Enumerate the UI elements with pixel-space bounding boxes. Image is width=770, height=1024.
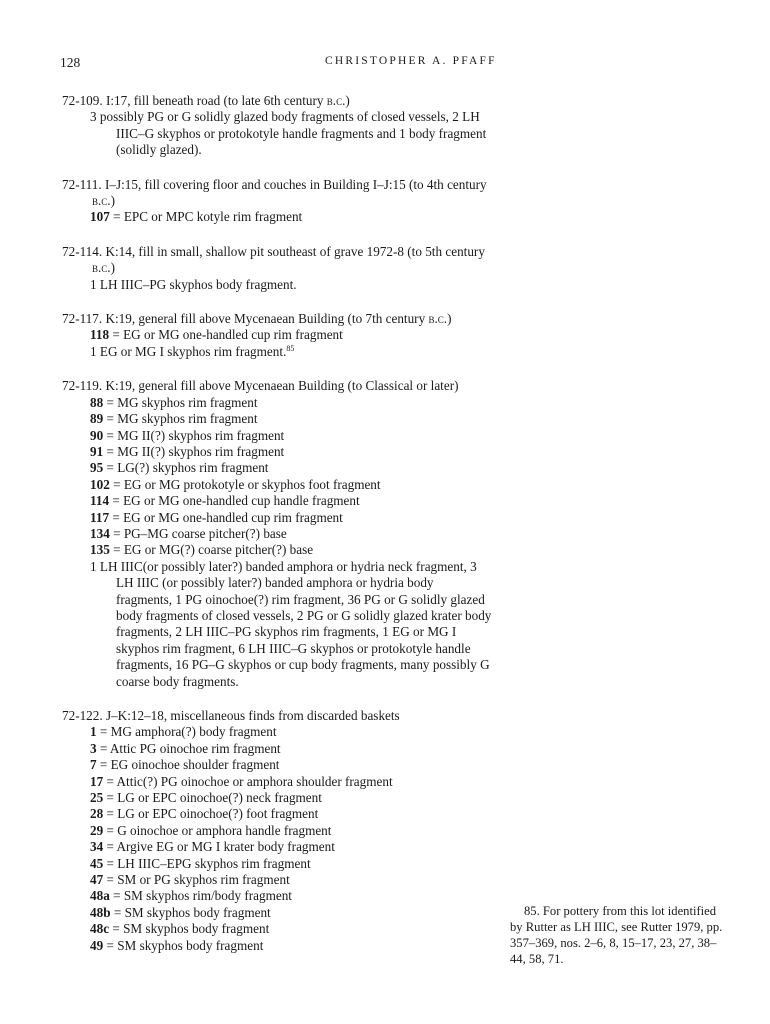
- catalogue-number: 17: [90, 773, 104, 789]
- find-item: 1 LH IIIC(or possibly later?) banded amphora or hydria neck fragment, 3 LH IIIC (or possibly later?) banded amphora or hydria body fragments, 1 PG oinochoe(?) rim fragment, 36 PG or G solidly glazed body fragments of closed vessels, 2 PG or G solidly glazed krater body fragments, 2 LH IIIC–PG skyphos rim fragments, 1 EG or MG I skyphos rim fragment, 6 LH IIIC–G skyphos or protokotyle handle fragments, 16 PG–G skyphos or cup body fragments, many possibly G coarse body fragments.: [90, 558, 492, 689]
- lot-entry: [62, 93, 492, 159]
- find-item: 1 = MG amphora(?) body fragment: [90, 724, 277, 740]
- catalogue-text: [62, 93, 492, 972]
- catalogue-number: 91: [90, 443, 104, 459]
- catalogue-number: 135: [90, 542, 110, 558]
- find-item: 135 = EG or MG(?) coarse pitcher(?) base: [90, 542, 314, 558]
- find-item: 117 = EG or MG one-handled cup rim fragment: [90, 509, 343, 525]
- find-item: 34 = Argive EG or MG I krater body fragment: [90, 839, 335, 855]
- lot-heading: 72-119. K:19, general fill above Mycenaean Building (to Classical or later): [62, 378, 459, 394]
- catalogue-number: 34: [90, 839, 104, 855]
- lot-entry: [62, 378, 492, 690]
- find-item: 7 = EG oinochoe shoulder fragment: [90, 757, 280, 773]
- find-item: 17 = Attic(?) PG oinochoe or amphora shoulder fragment: [90, 773, 393, 789]
- find-item: 29 = G oinochoe or amphora handle fragment: [90, 822, 332, 838]
- find-item: 91 = MG II(?) skyphos rim fragment: [90, 443, 285, 459]
- running-head: CHRISTOPHER A. PFAFF: [325, 55, 497, 67]
- catalogue-number: 25: [90, 790, 104, 806]
- lot-heading: 72-109. I:17, fill beneath road (to late 6th century b.c.): [62, 93, 350, 108]
- find-item: 48a = SM skyphos rim/body fragment: [90, 888, 292, 904]
- find-item: 49 = SM skyphos body fragment: [90, 937, 264, 953]
- catalogue-number: 48a: [90, 888, 110, 904]
- find-item: 45 = LH IIIC–EPG skyphos rim fragment: [90, 855, 311, 871]
- catalogue-number: 117: [90, 509, 110, 525]
- catalogue-number: 28: [90, 806, 104, 822]
- catalogue-number: 114: [90, 493, 110, 509]
- lot-heading: 72-117. K:19, general fill above Mycenaean Building (to 7th century b.c.): [62, 311, 452, 327]
- catalogue-number: 90: [90, 427, 104, 443]
- catalogue-number: 95: [90, 460, 104, 476]
- catalogue-number: 49: [90, 937, 104, 953]
- catalogue-number: 118: [90, 327, 110, 343]
- page-number: 128: [60, 55, 81, 70]
- find-item: 3 possibly PG or G solidly glazed body fragments of closed vessels, 2 LH IIIC–G skyphos or protokotyle handle fragments and 1 body fragment (solidly glazed).: [90, 109, 487, 158]
- find-item: 114 = EG or MG one-handled cup handle fragment: [90, 493, 360, 509]
- find-item: 88 = MG skyphos rim fragment: [90, 394, 258, 410]
- catalogue-number: 7: [90, 757, 97, 773]
- find-item: 48c = SM skyphos body fragment: [90, 921, 270, 937]
- catalogue-number: 48b: [90, 904, 111, 920]
- find-item: 47 = SM or PG skyphos rim fragment: [90, 872, 290, 888]
- catalogue-number: 29: [90, 822, 104, 838]
- lot-heading: 72-111. I–J:15, fill covering floor and couches in Building I–J:15 (to 4th century b.c.): [62, 176, 487, 209]
- lot-heading: 72-122. J–K:12–18, miscellaneous finds from discarded baskets: [62, 708, 400, 723]
- find-item: 134 = PG–MG coarse pitcher(?) base: [90, 525, 287, 541]
- find-item: 1 EG or MG I skyphos rim fragment.$^{85}$: [90, 343, 295, 359]
- catalogue-number: 88: [90, 394, 104, 410]
- find-item: 118 = EG or MG one-handled cup rim fragment: [90, 327, 343, 343]
- find-item: 1 LH IIIC–PG skyphos body fragment.: [90, 276, 297, 292]
- catalogue-number: 134: [90, 525, 110, 541]
- lot-entry: [62, 177, 492, 226]
- catalogue-number: 1: [90, 724, 97, 740]
- catalogue-number: 48c: [90, 921, 110, 937]
- catalogue-number: 45: [90, 855, 104, 871]
- find-item: 107 = EPC or MPC kotyle rim fragment: [90, 209, 303, 225]
- catalogue-number: 3: [90, 740, 97, 756]
- footnote: 85. For pottery from this lot identified by Rutter as LH IIIC, see Rutter 1979, pp. 357–369, nos. 2–6, 8, 15–17, 23, 27, 38–44, 58, 71.: [510, 904, 723, 966]
- lot-entry: [62, 311, 492, 360]
- find-item: 25 = LG or EPC oinochoe(?) neck fragment: [90, 790, 322, 806]
- find-item: 102 = EG or MG protokotyle or skyphos foot fragment: [90, 476, 381, 492]
- find-item: 89 = MG skyphos rim fragment: [90, 411, 258, 427]
- lot-heading: 72-114. K:14, fill in small, shallow pit southeast of grave 1972-8 (to 5th century b.c.): [62, 243, 485, 276]
- find-item: 95 = LG(?) skyphos rim fragment: [90, 460, 269, 476]
- find-item: 48b = SM skyphos body fragment: [90, 904, 271, 920]
- lot-entry: [62, 244, 492, 293]
- footnote-marker: 85: [286, 343, 295, 353]
- find-item: 3 = Attic PG oinochoe rim fragment: [90, 740, 281, 756]
- find-item: 28 = LG or EPC oinochoe(?) foot fragment: [90, 806, 319, 822]
- lot-entry: [62, 708, 492, 954]
- find-item: 90 = MG II(?) skyphos rim fragment: [90, 427, 285, 443]
- catalogue-number: 47: [90, 872, 104, 888]
- catalogue-number: 102: [90, 476, 110, 492]
- catalogue-number: 89: [90, 411, 104, 427]
- catalogue-number: 107: [90, 209, 110, 225]
